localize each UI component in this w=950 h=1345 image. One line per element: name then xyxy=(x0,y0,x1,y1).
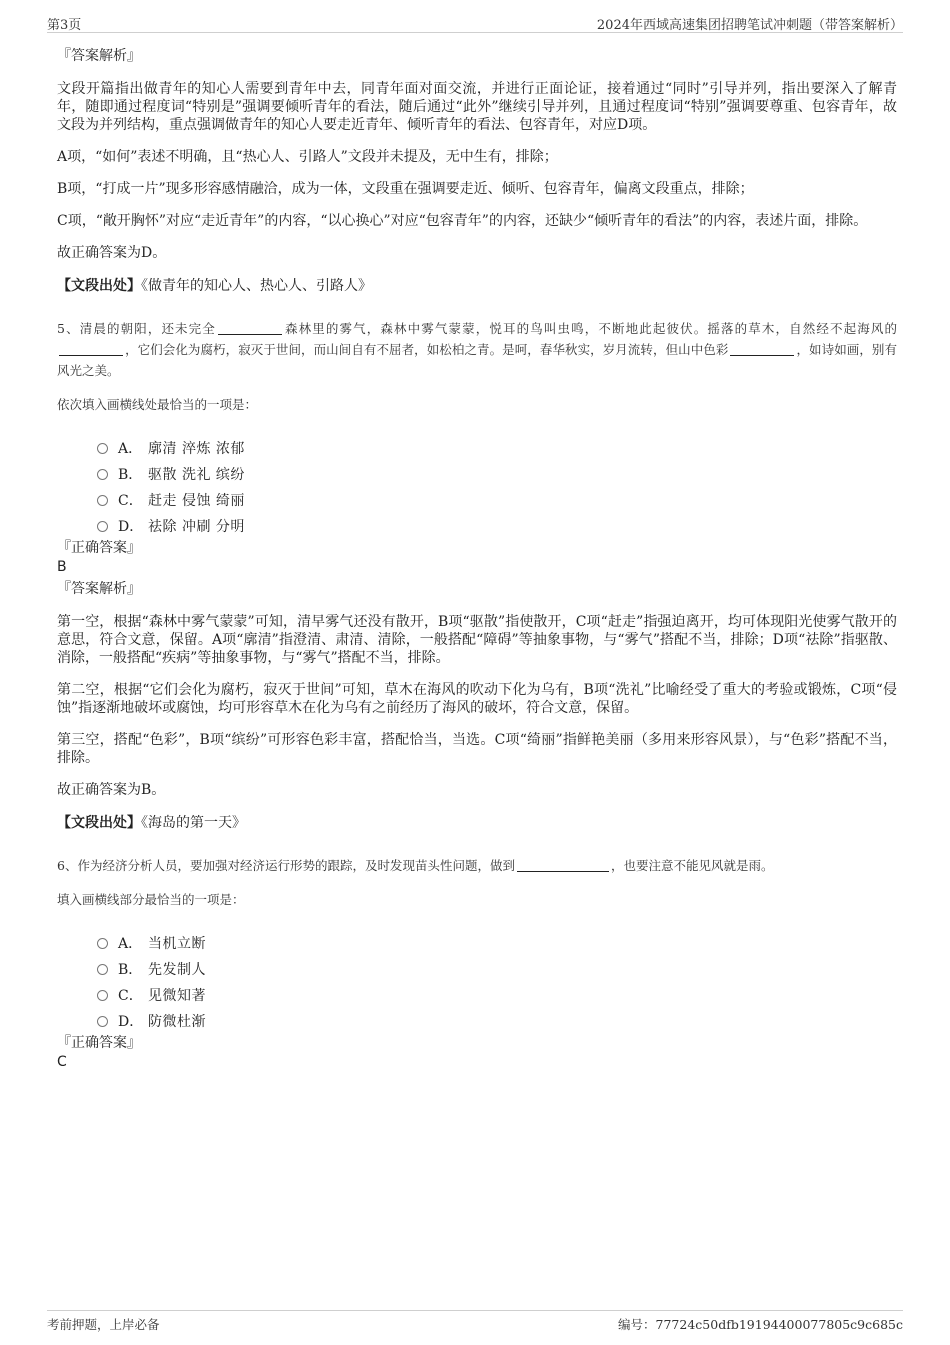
q6-answer: C xyxy=(57,1054,67,1070)
q6-option-c[interactable]: C． 见微知著 xyxy=(97,982,897,1008)
page-footer xyxy=(47,1310,903,1333)
q4-source xyxy=(57,276,897,296)
q4-conclusion: 故正确答案为D。 xyxy=(57,245,167,261)
radio-button-icon[interactable] xyxy=(97,469,108,480)
fill-blank xyxy=(59,343,123,356)
fill-blank xyxy=(730,343,794,356)
q4-source-label: 【文段出处】 xyxy=(57,278,141,294)
document-id: 编号：77724c50dfb19194400077805c9c685c xyxy=(618,1317,903,1332)
q5-option-a[interactable]: A． 廓清 淬炼 浓郁 xyxy=(97,435,897,461)
q6-option-d[interactable]: D． 防微杜渐 xyxy=(97,1008,897,1034)
q5-option-b[interactable]: B． 驱散 洗礼 缤纷 xyxy=(97,461,897,487)
page-number: 第3页 xyxy=(47,18,82,33)
q5-options xyxy=(97,435,897,539)
q6-stem: 6、作为经济分析人员，要加强对经济运行形势的跟踪，及时发现苗头性问题，做到 ，也要注意不能见风就是雨。 xyxy=(57,858,774,873)
q6-answer-label: 『正确答案』 xyxy=(57,1035,141,1051)
q5-stem: 5、清晨的朝阳，还未完全 森林里的雾气，森林中雾气蒙蒙，悦耳的鸟叫虫鸣，不断地此起彼伏。摇落的草木，自然经不起海风的，它们会化为腐朽，寂灭于世间，而山间自有不屈者，如松柏之青。是呵，春华秋实，岁月流转，但山中色彩 ，如诗如画，别有风光之美。 xyxy=(57,321,897,378)
document-title: 2024年西域高速集团招聘笔试冲刺题（带答案解析） xyxy=(596,18,903,33)
radio-button-icon[interactable] xyxy=(97,443,108,454)
footer-slogan: 考前押题，上岸必备 xyxy=(47,1317,160,1332)
q4-analysis-paragraph: 文段开篇指出做青年的知心人需要到青年中去，同青年面对面交流，并进行正面论证，接着通过“同时”引导并列，指出要深入了解青年，随即通过程度词“特别是”强调要倾听青年的看法，随后通过“此外”继续引导并列，且通过程度词“特别”强调要尊重、包容青年，故文段为并列结构，重点强调做青年的知心人要走近青年、倾听青年的看法、包容青年，对应D项。 xyxy=(57,81,897,133)
q5-conclusion: 故正确答案为B。 xyxy=(57,782,166,798)
radio-button-icon[interactable] xyxy=(97,990,108,1001)
fill-blank xyxy=(517,859,609,872)
q5-source-title: 《海岛的第一天》 xyxy=(141,815,246,831)
q5-answer: B xyxy=(57,559,67,575)
q4-analysis-label: 『答案解析』 xyxy=(57,48,141,64)
radio-button-icon[interactable] xyxy=(97,964,108,975)
q5-source xyxy=(57,813,897,833)
q5-option-c[interactable]: C． 赶走 侵蚀 绮丽 xyxy=(97,487,897,513)
fill-blank xyxy=(218,322,282,335)
q5-instruction: 依次填入画横线处最恰当的一项是： xyxy=(57,397,258,412)
q5-analysis-paragraph: 第一空，根据“森林中雾气蒙蒙”可知，清早雾气还没有散开，B项“驱散”指使散开，C项“赶走”指强迫离开，均可体现阳光使雾气散开的意思，符合文意，保留。A项“廓清”指澄清、肃清、清除，一般搭配“障碍”等抽象事物，与“雾气”搭配不当，排除；D项“祛除”指驱散、消除，一般搭配“疾病”等抽象事物，与“雾气”搭配不当，排除。 xyxy=(57,614,897,666)
q5-analysis-paragraph: 第二空，根据“它们会化为腐朽，寂灭于世间”可知，草木在海风的吹动下化为乌有，B项“洗礼”比喻经受了重大的考验或锻炼，C项“侵蚀”指逐渐地破坏或腐蚀，均可形容草木在化为乌有之前经历了海风的破坏，符合文意，保留。 xyxy=(57,682,897,716)
radio-button-icon[interactable] xyxy=(97,938,108,949)
page-header xyxy=(47,14,903,33)
radio-button-icon[interactable] xyxy=(97,495,108,506)
q4-analysis-paragraph: C项，“敞开胸怀”对应“走近青年”的内容，“以心换心”对应“包容青年”的内容，还缺少“倾听青年的看法”的内容，表述片面，排除。 xyxy=(57,213,868,229)
q5-analysis-label: 『答案解析』 xyxy=(57,581,141,597)
q4-analysis-paragraph: A项，“如何”表述不明确，且“热心人、引路人”文段并未提及，无中生有，排除； xyxy=(57,149,558,165)
q6-option-a[interactable]: A． 当机立断 xyxy=(97,930,897,956)
q5-option-d[interactable]: D． 祛除 冲刷 分明 xyxy=(97,513,897,539)
q5-source-label: 【文段出处】 xyxy=(57,815,141,831)
document-body xyxy=(57,46,897,1074)
radio-button-icon[interactable] xyxy=(97,1016,108,1027)
q4-source-title: 《做青年的知心人、热心人、引路人》 xyxy=(141,278,372,294)
radio-button-icon[interactable] xyxy=(97,521,108,532)
q6-instruction: 填入画横线部分最恰当的一项是： xyxy=(57,892,245,907)
q5-analysis-paragraph: 第三空，搭配“色彩”，B项“缤纷”可形容色彩丰富，搭配恰当，当选。C项“绮丽”指鲜艳美丽（多用来形容风景），与“色彩”搭配不当，排除。 xyxy=(57,732,897,766)
q4-analysis-paragraph: B项，“打成一片”现多形容感情融洽，成为一体，文段重在强调要走近、倾听、包容青年，偏离文段重点，排除； xyxy=(57,181,754,197)
q6-options xyxy=(97,930,897,1034)
q6-option-b[interactable]: B． 先发制人 xyxy=(97,956,897,982)
q5-answer-label: 『正确答案』 xyxy=(57,540,141,556)
